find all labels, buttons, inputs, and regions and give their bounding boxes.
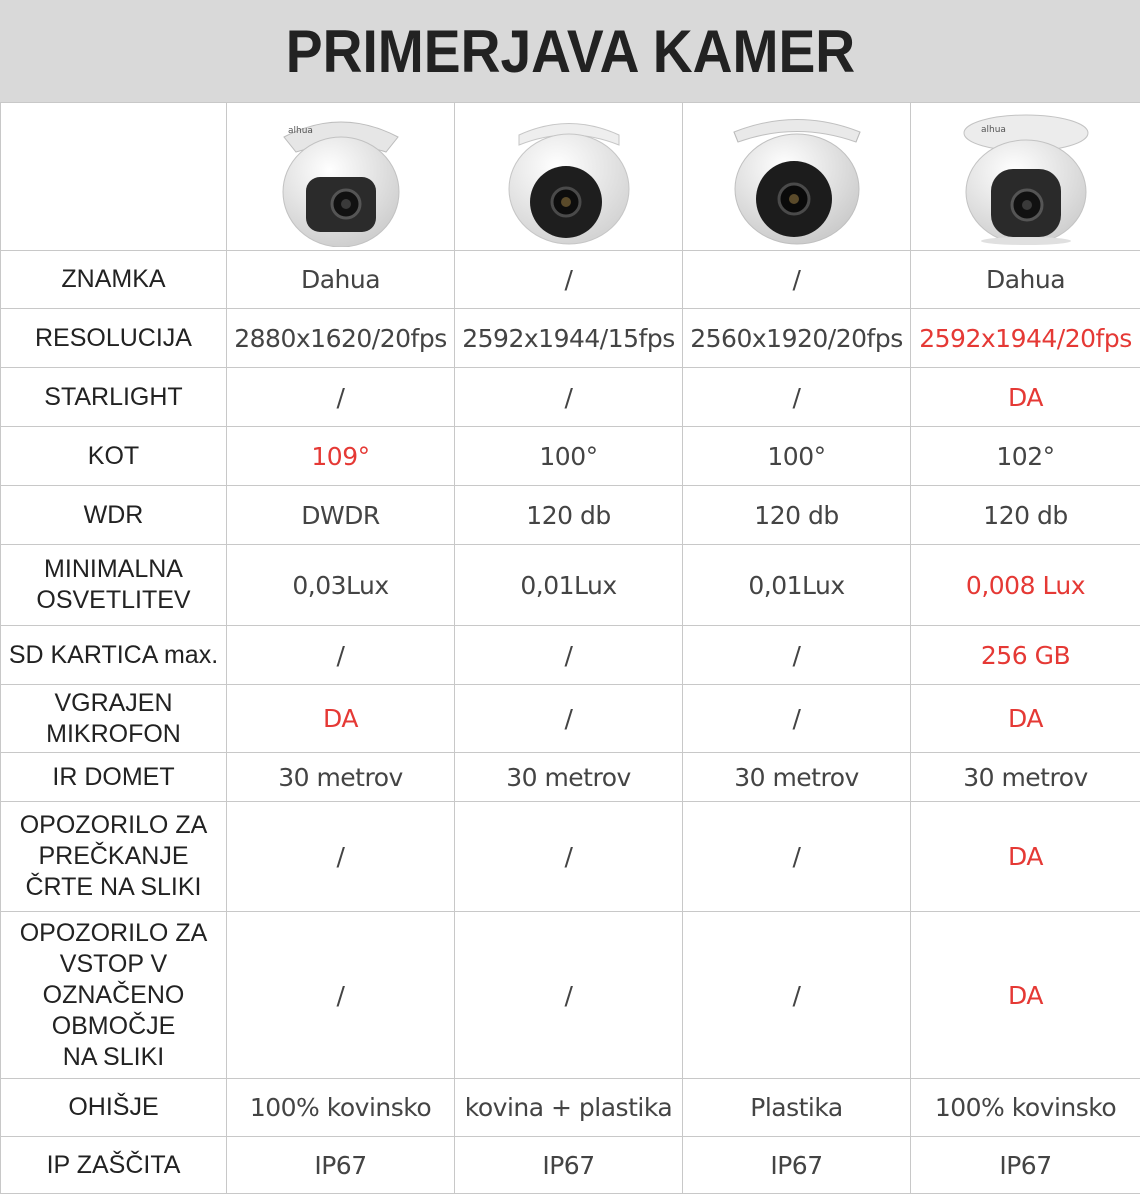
spec-value: 2880x1620/20fps — [227, 309, 455, 368]
page-title: PRIMERJAVA KAMER — [285, 17, 855, 85]
spec-value: / — [683, 685, 911, 753]
spec-label — [1, 486, 227, 545]
spec-value: IP67 — [455, 1137, 683, 1194]
spec-value: / — [683, 251, 911, 309]
spec-row — [1, 309, 1140, 368]
spec-value: Plastika — [683, 1079, 911, 1137]
spec-label-line: VSTOP V — [59, 949, 168, 978]
spec-value: / — [455, 802, 683, 912]
spec-label-line: OPOZORILO ZA — [19, 918, 208, 947]
spec-value: 120 db — [911, 486, 1140, 545]
dome-camera-image — [722, 107, 872, 247]
spec-value: DA — [911, 368, 1140, 427]
spec-value: 30 metrov — [911, 753, 1140, 802]
spec-label-line: PREČKANJE — [38, 842, 189, 870]
spec-value: 102° — [911, 427, 1140, 486]
brand-logo: alhua — [287, 125, 313, 136]
spec-label — [1, 1079, 227, 1137]
spec-label-line: OZNAČENO — [42, 980, 185, 1009]
spec-value: 30 metrov — [227, 753, 455, 802]
spec-value: / — [683, 368, 911, 427]
spec-label-line: OPOZORILO ZA — [19, 811, 208, 839]
camera-image-cell — [683, 103, 911, 251]
comparison-table — [0, 102, 1140, 1194]
spec-value: 120 db — [455, 486, 683, 545]
spec-value: 100% kovinsko — [227, 1079, 455, 1137]
spec-label — [1, 309, 227, 368]
spec-label-line: WDR — [83, 500, 144, 529]
spec-label-line: IR DOMET — [52, 762, 175, 791]
spec-value: / — [683, 912, 911, 1079]
spec-row — [1, 626, 1140, 685]
spec-value: IP67 — [683, 1137, 911, 1194]
spec-value: 2560x1920/20fps — [683, 309, 911, 368]
spec-value: Dahua — [911, 251, 1140, 309]
spec-value: 0,008 Lux — [911, 545, 1140, 626]
title-bar — [0, 0, 1140, 102]
spec-value: / — [683, 626, 911, 685]
spec-label-line: OHIŠJE — [68, 1093, 159, 1121]
spec-value: 109° — [227, 427, 455, 486]
spec-value: / — [683, 802, 911, 912]
spec-value: 100° — [455, 427, 683, 486]
spec-value: DA — [911, 912, 1140, 1079]
spec-label — [1, 912, 227, 1079]
camera-image-cell — [455, 103, 683, 251]
spec-value: / — [455, 685, 683, 753]
spec-label — [1, 802, 227, 912]
camera-image-cell — [227, 103, 455, 251]
spec-row — [1, 753, 1140, 802]
spec-row — [1, 1137, 1140, 1194]
spec-label-line: STARLIGHT — [44, 382, 183, 411]
spec-label-line: MINIMALNA — [44, 555, 183, 583]
spec-value: 0,01Lux — [683, 545, 911, 626]
spec-value: DA — [227, 685, 455, 753]
spec-value: / — [227, 912, 455, 1079]
spec-label — [1, 753, 227, 802]
spec-label — [1, 1137, 227, 1194]
spec-label-line: ZNAMKA — [61, 265, 166, 293]
spec-value: 30 metrov — [455, 753, 683, 802]
spec-label-line: KOT — [87, 441, 140, 470]
spec-label-line: ČRTE NA SLIKI — [25, 873, 202, 901]
spec-value: DA — [911, 685, 1140, 753]
spec-value: kovina + plastika — [455, 1079, 683, 1137]
spec-row — [1, 545, 1140, 626]
spec-value: DA — [911, 802, 1140, 912]
corner-cell — [1, 103, 227, 251]
spec-value: / — [455, 368, 683, 427]
spec-label — [1, 545, 227, 626]
spec-value: DWDR — [227, 486, 455, 545]
spec-label — [1, 368, 227, 427]
spec-value: IP67 — [227, 1137, 455, 1194]
spec-row — [1, 802, 1140, 912]
spec-label-line: MIKROFON — [46, 719, 181, 748]
spec-value: / — [227, 368, 455, 427]
spec-value: / — [455, 626, 683, 685]
spec-label-line: IP ZAŠČITA — [46, 1150, 181, 1179]
spec-label — [1, 427, 227, 486]
dome-camera-image — [494, 107, 644, 247]
spec-value: / — [227, 802, 455, 912]
spec-value: 2592x1944/20fps — [911, 309, 1140, 368]
camera-image-cell — [911, 103, 1140, 251]
spec-row — [1, 251, 1140, 309]
spec-label-line: OSVETLITEV — [36, 586, 191, 614]
spec-value: 0,01Lux — [455, 545, 683, 626]
spec-value: / — [455, 912, 683, 1079]
spec-row — [1, 486, 1140, 545]
spec-value: IP67 — [911, 1137, 1140, 1194]
spec-value: 30 metrov — [683, 753, 911, 802]
spec-value: 100% kovinsko — [911, 1079, 1140, 1137]
spec-value: 256 GB — [911, 626, 1140, 685]
spec-row — [1, 368, 1140, 427]
spec-label-line: RESOLUCIJA — [35, 323, 192, 352]
spec-value: 2592x1944/15fps — [455, 309, 683, 368]
spec-row — [1, 1079, 1140, 1137]
spec-row — [1, 685, 1140, 753]
spec-row — [1, 912, 1140, 1079]
camera-images-row — [1, 103, 1140, 251]
spec-value: / — [227, 626, 455, 685]
spec-label-line: OBMOČJE — [51, 1011, 176, 1040]
brand-logo: alhua — [980, 124, 1006, 135]
spec-value: Dahua — [227, 251, 455, 309]
dome-camera-image — [951, 107, 1101, 247]
spec-label — [1, 251, 227, 309]
spec-label — [1, 626, 227, 685]
dome-camera-image — [266, 107, 416, 247]
spec-value: 120 db — [683, 486, 911, 545]
spec-row — [1, 427, 1140, 486]
spec-label-line: SD KARTICA max. — [8, 640, 219, 669]
spec-value: 0,03Lux — [227, 545, 455, 626]
spec-value: 100° — [683, 427, 911, 486]
spec-value: / — [455, 251, 683, 309]
spec-label — [1, 685, 227, 753]
spec-label-line: VGRAJEN — [54, 688, 173, 717]
spec-label-line: NA SLIKI — [62, 1042, 165, 1071]
